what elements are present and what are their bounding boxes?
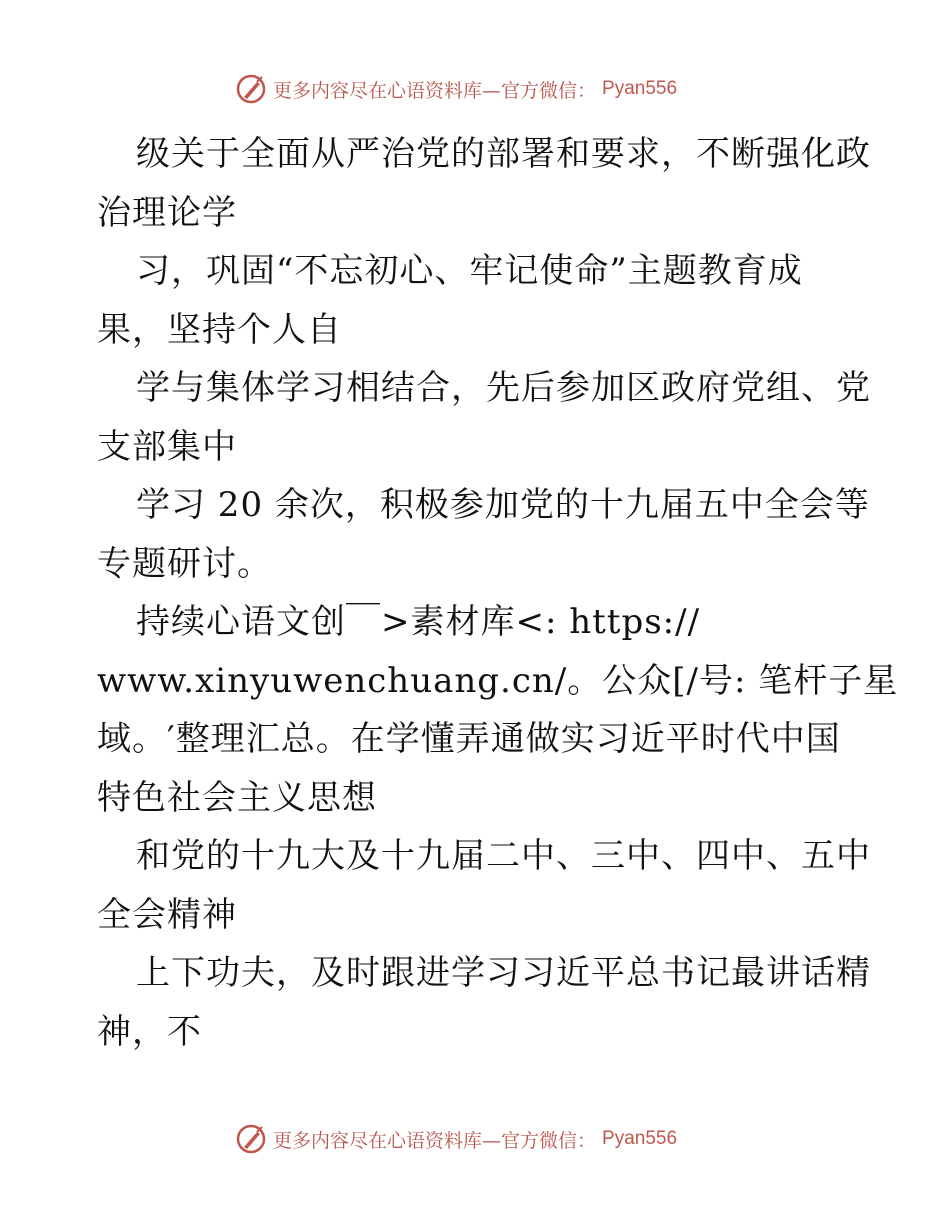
text-line: 和党的十九大及十九届二中、三中、四中、五中 [136,836,871,876]
footer-wechat-id: Pyan556 [602,1128,678,1149]
text-line: 特色社会主义思想 [97,777,377,818]
quill-pen-circle-icon [235,1123,267,1155]
text-line: www.xinyuwenchuang.cn/。公众[/号: 笔杆子星 [97,660,899,701]
text-line: 支部集中 [97,426,237,467]
text-line: 学习 20 余次，积极参加党的十九届五中全会等 [136,485,870,525]
text-line: 果，坚持个人自 [97,309,342,350]
quill-pen-circle-icon [235,73,267,105]
footer-banner[interactable] [235,1123,677,1155]
document-body [97,125,897,1061]
header-banner[interactable] [235,73,677,105]
text-line: 域。′整理汇总。在学懂弄通做实习近平时代中国 [97,719,841,759]
header-banner-text: 更多内容尽在心语资料库—官方微信： [273,79,597,102]
text-line: 专题研讨。 [97,543,272,584]
text-line: 神，不 [97,1011,202,1052]
text-line: 学与集体学习相结合，先后参加区政府党组、党 [136,368,871,408]
text-line: 全会精神 [97,894,237,935]
text-line: 上下功夫，及时跟进学习习近平总书记最讲话精 [136,953,871,993]
footer-banner-text: 更多内容尽在心语资料库—官方微信： [273,1129,597,1152]
text-line: 治理论学 [97,192,237,233]
header-wechat-id: Pyan556 [602,78,678,99]
text-line: 持续心语文创￣>素材库<: https:// [136,602,701,642]
text-line: 级关于全面从严治党的部署和要求，不断强化政 [136,134,871,174]
text-line: 习，巩固“不忘初心、牢记使命”主题教育成 [136,251,803,291]
